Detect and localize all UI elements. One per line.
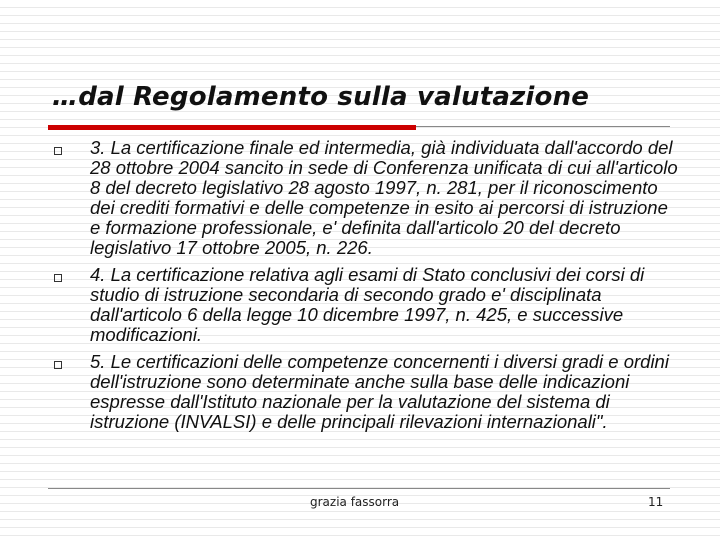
footer-author: grazia fassorra: [310, 495, 400, 509]
bullet-text: 3. La certificazione finale ed intermedia, già individuata dall'accordo del 28 ottobre 2004 sancito in sede di Conferenza unificata di cui all'articolo 8 del decreto legislativo 28 agosto 1997, n. 281, per il riconoscimento dei crediti formativi e delle competenze in esito ai percorsi di istruzione e formazione professionale, e' definita dall'articolo 20 del decreto legislativo 17 ottobre 2005, n. 226.: [90, 137, 678, 258]
bullet-item: [50, 352, 680, 432]
bullet-item: [50, 265, 680, 345]
square-bullet-icon: [54, 361, 62, 369]
slide-title: …dal Regolamento sulla valutazione: [52, 82, 590, 112]
bullet-item: [50, 138, 680, 258]
title-accent-bar: [48, 125, 416, 130]
bullet-list: [50, 138, 680, 439]
bullet-text: 5. Le certificazioni delle competenze concernenti i diversi gradi e ordini dell'istruzione sono determinate anche sulla base delle indicazioni espresse dall'Istituto nazionale per la valutazione del sistema di istruzione (INVALSI) e delle principali rilevazioni internazionali".: [90, 351, 669, 432]
page-number: 11: [648, 495, 664, 509]
footer-divider: [48, 488, 670, 489]
bullet-text: 4. La certificazione relativa agli esami di Stato conclusivi dei corsi di studio di istruzione secondaria di secondo grado e' disciplinata dall'articolo 6 della legge 10 dicembre 1997, n. 425, e successive modificazioni.: [90, 264, 645, 345]
square-bullet-icon: [54, 274, 62, 282]
square-bullet-icon: [54, 147, 62, 155]
